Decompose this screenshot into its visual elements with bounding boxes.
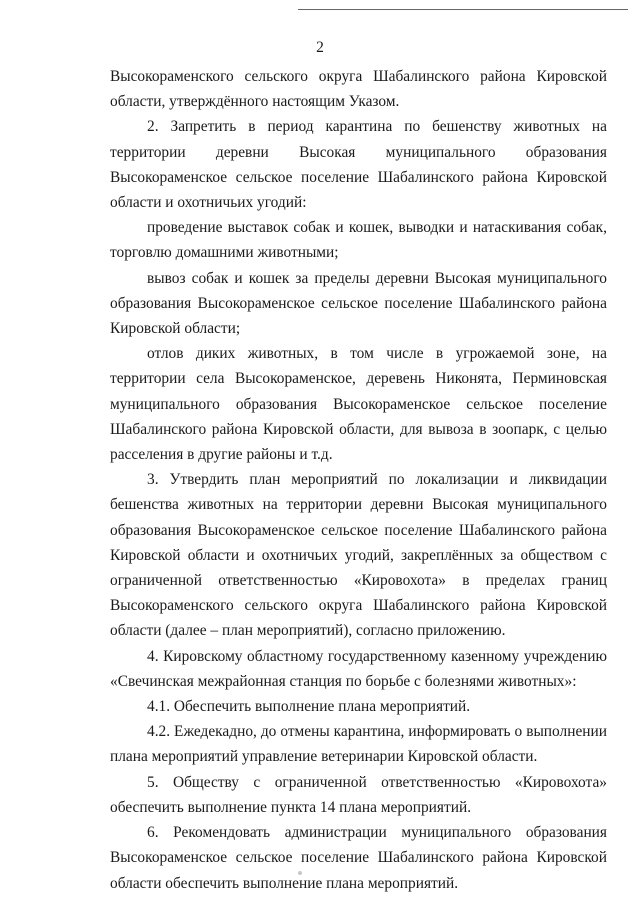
paragraph-item-6: 6. Рекомендовать администрации муниципального образования Высокораменское сельское поселение Шабалинского района Кировской области обеспечить выполнение плана мероприятий.: [110, 824, 607, 892]
paragraph-subitem-capture: отлов диких животных, в том числе в угрожаемой зоне, на территории села Высокораменское, деревень Никонята, Перминовская муниципального образования Высокораменское сельское поселение Шабалинского района Кировской области, для вывоза в зоопарк, с целью расселения в другие районы и т.д.: [110, 345, 607, 464]
paragraph-continuation: Высокораменского сельского округа Шабалинского района Кировской области, утверждённого настоящим Указом.: [110, 68, 607, 111]
paragraph-item-4-1: 4.1. Обеспечить выполнение плана мероприятий.: [147, 698, 471, 716]
document-body: [110, 64, 607, 896]
paragraph-item-4-2: 4.2. Ежедекадно, до отмены карантина, информировать о выполнении плана мероприятий управление ветеринарии Кировской области.: [110, 723, 607, 766]
page-number: 2: [316, 39, 324, 56]
paragraph-item-3: 3. Утвердить план мероприятий по локализации и ликвидации бешенства животных на территории деревни Высокая муниципального образования Высокораменское сельское поселение Шабалинского района Кировской области и охотничьих угодий, закреплённых за обществом с ограниченной ответственностью «Кировохота» в пределах границ Высокораменского сельского округа Шабалинского района Кировской области (далее – план мероприятий), согласно приложению.: [110, 471, 607, 640]
paragraph-item-5: 5. Обществу с ограниченной ответственностью «Кировохота» обеспечить выполнение пункта 14 плана мероприятий.: [110, 773, 607, 816]
scan-speck: [298, 871, 302, 875]
paragraph-item-4: 4. Кировскому областному государственному казенному учреждению «Свечинская межрайонная станция по борьбе с болезнями животных»:: [110, 647, 607, 690]
paragraph-subitem-exhibitions: проведение выставок собак и кошек, выводки и натаскивания собак, торговлю домашними животными;: [110, 219, 607, 262]
paragraph-item-2: 2. Запретить в период карантина по бешенству животных на территории деревни Высокая муниципального образования Высокораменское сельское поселение Шабалинского района Кировской области и охотничьих угодий:: [110, 118, 607, 212]
top-rule-line: [298, 9, 628, 10]
paragraph-subitem-export: вывоз собак и кошек за пределы деревни Высокая муниципального образования Высокораменское сельское поселение Шабалинского района Кировской области;: [110, 269, 607, 338]
